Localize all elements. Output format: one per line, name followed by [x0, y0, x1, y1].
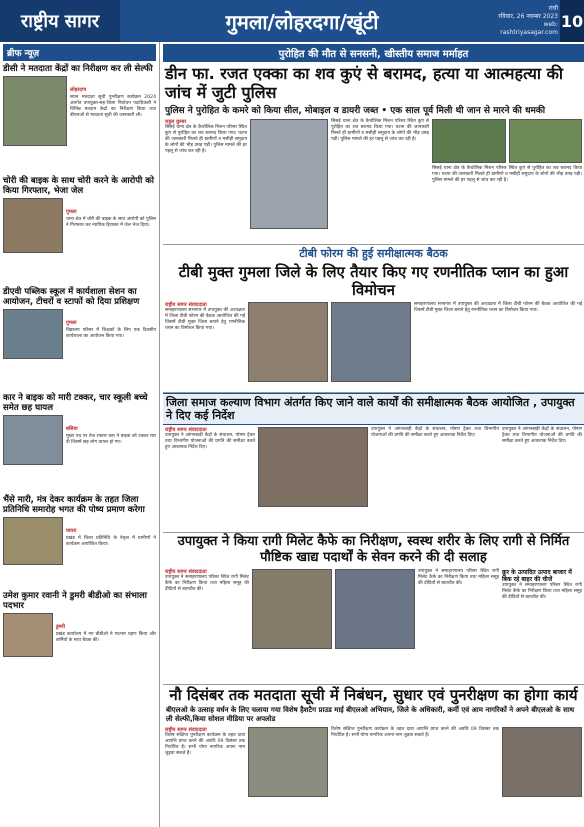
brief-byline: लोहरदगा	[70, 87, 87, 93]
lead-story	[163, 44, 584, 244]
brief-byline: बसिया	[66, 426, 78, 432]
story-subline: पुलिस ने पुरोहित के कमरे को किया सील, मोबाइल व डायरी जब्त • एक साल पूर्व मिली थी जान से मारने की धमकी	[165, 106, 546, 116]
story-text: विशेष संक्षिप्त पुनरीक्षण कार्यक्रम के तहत दावा आपत्ति प्राप्त करने की अवधि 09 दिसंबर तक निर्धारित है। सभी योग्य नागरिक अपना नाम जुड़वा सकते हैं।	[165, 733, 245, 756]
news-photo	[509, 119, 583, 163]
story-byline: राहुल कुमार	[165, 119, 187, 125]
news-photo	[258, 427, 368, 507]
brief-text: सघन मतदाता सूची पुनरीक्षण कार्यक्रम 2024 अंतर्गत उपायुक्त-सह-जिला निर्वाचन पदाधिकारी ने विभिन्न मतदान केंद्रों का निरीक्षण किया तथा बीएलओ से मतदाता सूची की जानकारी ली।	[70, 95, 156, 118]
story-text: सिसई थाना क्षेत्र के कैथोलिक मिशन परिसर स्थित कुएं से पुरोहित का शव बरामद किया गया। घटना की जानकारी मिलते ही ग्रामीणों व मसीही समुदाय के लोगों की भीड़ उमड़ पड़ी। पुलिस मामले की हर पहलू से जांच कर रही है।	[165, 125, 247, 154]
brief-headline: कार ने बाइक को मारी टक्कर, चार स्कूली बच्चे समेत छह घायल	[3, 393, 148, 413]
main-content	[163, 42, 584, 827]
news-photo	[331, 302, 411, 382]
news-photo	[3, 415, 63, 465]
paper-logo: राष्ट्रीय सागर	[0, 0, 120, 42]
city: रांची	[548, 5, 558, 12]
brief-text: मुख्य पथ पर तेज रफ्तार कार ने बाइक को टक्कर मार दी जिसमें छह लोग घायल हो गए।	[66, 434, 156, 445]
story-text: विशेष संक्षिप्त पुनरीक्षण कार्यक्रम के तहत दावा आपत्ति प्राप्त करने की अवधि 09 दिसंबर तक निर्धारित है। सभी योग्य नागरिक अपना नाम जुड़वा सकते हैं।	[331, 727, 499, 738]
story-text: उपायुक्त ने आंगनबाड़ी केंद्रों के संचालन, पोषण ट्रैकर तथा विभागीय योजनाओं की प्रगति की समीक्षा करते हुए आवश्यक निर्देश दिए।	[165, 433, 255, 450]
story-text: सिसई थाना क्षेत्र के कैथोलिक मिशन परिसर स्थित कुएं से पुरोहित का शव बरामद किया गया। घटना की जानकारी मिलते ही ग्रामीणों व मसीही समुदाय के लोगों की भीड़ उमड़ पड़ी। पुलिस मामले की हर पहलू से जांच कर रही है।	[331, 119, 429, 142]
tb-story	[163, 244, 584, 392]
section-title: गुमला/लोहरदगा/खूंटी	[225, 9, 379, 34]
millet-cafe-story	[163, 532, 584, 684]
story-headline: जिला समाज कल्याण विभाग अंतर्गत किए जाने वाले कार्यों की समीक्षात्मक बैठक आयोजित , उपायुक्त ने दिए कई निर्देश	[163, 393, 584, 425]
story-text: उपायुक्त ने समाहरणालय परिसर स्थित रागी मिलेट कैफे का निरीक्षण किया तथा महिला समूह की दीदियों से बातचीत की।	[502, 583, 582, 600]
brief-item	[3, 393, 156, 465]
brief-headline: चोरी की बाइक के साथ चोरी करने के आरोपी को किया गिरफ्तार, भेजा जेल	[3, 176, 154, 196]
section-label: ब्रीफ न्यूज़	[3, 44, 156, 61]
news-photo	[432, 119, 506, 163]
brief-item	[3, 287, 156, 359]
side-headline: क्रूर के उत्पादित उत्पाद बाजार में बिक रहे बाहर की चीजें	[502, 569, 572, 583]
voter-list-story	[163, 684, 584, 827]
news-photo	[502, 727, 582, 797]
news-photo	[3, 613, 53, 657]
story-kicker: टीबी फोरम की हुई समीक्षात्मक बैठक	[299, 247, 448, 260]
brief-byline: घाघरा	[66, 528, 77, 534]
brief-item	[3, 591, 156, 657]
story-text: उपायुक्त ने आंगनबाड़ी केंद्रों के संचालन, पोषण ट्रैकर तथा विभागीय योजनाओं की प्रगति की समीक्षा करते हुए आवश्यक निर्देश दिए।	[502, 427, 582, 444]
story-text: समाहरणालय सभागार में उपायुक्त की अध्यक्षता में जिला टीबी फोरम की बैठक आयोजित की गई जिसमें टीबी मुक्त जिला बनाने हेतु रणनीतिक प्लान का विमोचन किया गया।	[414, 302, 582, 313]
brief-item	[3, 176, 156, 253]
story-text: उपायुक्त ने आंगनबाड़ी केंद्रों के संचालन, पोषण ट्रैकर तथा विभागीय योजनाओं की प्रगति की समीक्षा करते हुए आवश्यक निर्देश दिए।	[371, 427, 499, 438]
story-text: समाहरणालय सभागार में उपायुक्त की अध्यक्षता में जिला टीबी फोरम की बैठक आयोजित की गई जिसमें टीबी मुक्त जिला बनाने हेतु रणनीतिक प्लान का विमोचन किया गया।	[165, 308, 245, 331]
news-photo	[248, 302, 328, 382]
brief-headline: उमेश कुमार रवानी ने डुमरी बीडीओ का संभाला पदभार	[3, 591, 147, 611]
brief-news-column	[0, 42, 160, 827]
brief-byline: गुमला	[66, 320, 77, 326]
story-byline: राष्ट्रीय सागर संवाददाता	[165, 302, 207, 308]
news-photo	[3, 517, 63, 565]
news-photo	[3, 76, 67, 146]
story-headline: टीबी मुक्त गुमला जिले के लिए तैयार किए गए रणनीतिक प्लान का हुआ विमोचन	[178, 263, 569, 299]
brief-headline: डीएवी पब्लिक स्कूल में कार्यशाला सेशन का आयोजन, टीचरों व स्टाफों को दिया प्रशिक्षण	[3, 287, 140, 307]
brief-item	[3, 64, 156, 146]
news-photo	[248, 727, 328, 797]
brief-item	[3, 495, 156, 565]
story-kicker: पुरोहित की मौत से सनसनी, खीस्तीय समाज मर्माहत	[163, 44, 584, 62]
story-byline: राष्ट्रीय सागर संवाददाता	[165, 727, 207, 733]
brief-headline: भैंसे मारी, मंत्र देकर कार्यक्रम के तहत जिला प्रतिनिधि समारोह भगत की पोष्य प्रमाण करेगा	[3, 495, 145, 515]
brief-byline: डुमरी	[56, 624, 66, 630]
brief-text: प्रखंड में जिला प्रतिनिधि के नेतृत्व में ग्रामीणों ने कार्यक्रम आयोजित किया।	[66, 536, 156, 547]
news-photo	[3, 309, 63, 359]
story-subheadline: बीएलओ के उत्साह वर्धन के लिए चलाया गया विशेष हैशटैग प्राउड माई बीएलओ अभियान, जिले के अधिकारी, कर्मी एवं आम नागरिकों ने अपने बीएलओ के साथ ली सेल्फी,किया सोशल मीडिया पर अपलोड	[166, 706, 575, 723]
page-number: 10	[560, 0, 584, 42]
brief-text: विद्यालय परिसर में शिक्षकों के लिए एक दिवसीय कार्यशाला का आयोजन किया गया।	[66, 328, 156, 339]
news-photo	[250, 119, 328, 229]
story-text: उपायुक्त ने समाहरणालय परिसर स्थित रागी मिलेट कैफे का निरीक्षण किया तथा महिला समूह की दीदियों से बातचीत की।	[418, 569, 499, 586]
brief-text: प्रखंड कार्यालय में नए बीडीओ ने पदभार ग्रहण किया और कर्मियों के साथ बैठक की।	[56, 632, 156, 643]
welfare-story	[163, 392, 584, 532]
story-byline: राष्ट्रीय सागर संवाददाता	[165, 569, 207, 575]
website: web: rashtriyasagar.com	[500, 21, 558, 36]
story-headline: नौ दिसंबर तक मतदाता सूची में निबंधन, सुधार एवं पुनरीक्षण का होगा कार्य	[169, 686, 578, 704]
story-text: उपायुक्त ने समाहरणालय परिसर स्थित रागी मिलेट कैफे का निरीक्षण किया तथा महिला समूह की दीदियों से बातचीत की।	[165, 575, 249, 592]
news-photo	[252, 569, 332, 649]
brief-byline: गुमला	[66, 209, 77, 215]
story-headline: डीन फा. रजत एक्का का शव कुएं से बरामद, हत्या या आत्महत्या की जांच में जुटी पुलिस	[165, 64, 564, 102]
news-photo	[3, 198, 63, 253]
story-byline: राष्ट्रीय सागर संवाददाता	[165, 427, 207, 433]
story-text: सिसई थाना क्षेत्र के कैथोलिक मिशन परिसर स्थित कुएं से पुरोहित का शव बरामद किया गया। घटना की जानकारी मिलते ही ग्रामीणों व मसीही समुदाय के लोगों की भीड़ उमड़ पड़ी। पुलिस मामले की हर पहलू से जांच कर रही है।	[432, 166, 582, 183]
story-headline: उपायुक्त ने किया रागी मिलेट कैफे का निरीक्षण, स्वस्थ शरीर के लिए रागी से निर्मित पौष्टिक खाद्य पदार्थों के सेवन करने की दी सलाह	[177, 534, 570, 565]
brief-headline: डीसी ने मतदाता केंद्रों का निरीक्षण कर ली सेल्फी	[3, 64, 153, 74]
issue-date: रविवार, 26 नवम्बर 2023	[498, 13, 558, 20]
brief-text: थाना क्षेत्र में चोरी की बाइक के साथ आरोपी को पुलिस ने गिरफ्तार कर न्यायिक हिरासत में जेल भेज दिया।	[66, 217, 156, 228]
masthead	[0, 0, 584, 42]
news-photo	[335, 569, 415, 649]
